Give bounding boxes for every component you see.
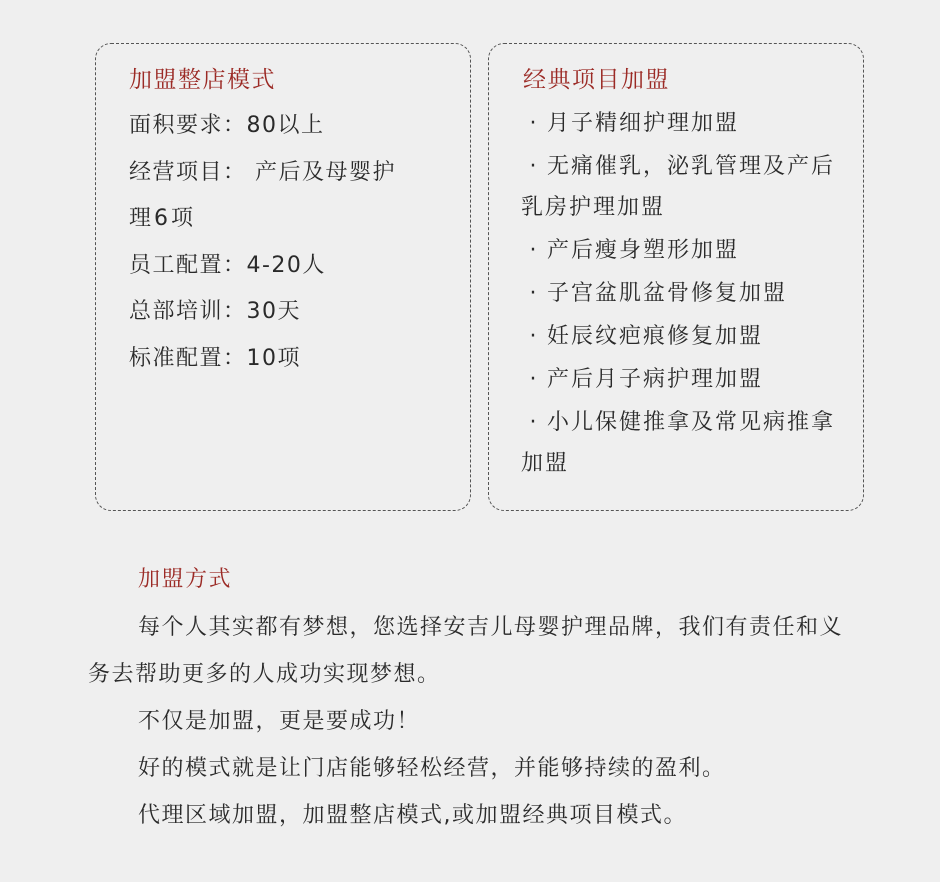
paragraph-options: 代理区域加盟，加盟整店模式,或加盟经典项目模式。 bbox=[138, 803, 687, 828]
bullet-icon: · bbox=[529, 324, 539, 349]
project-label: 子宫盆肌盆骨修复加盟 bbox=[547, 281, 788, 306]
franchise-spec-list bbox=[129, 103, 450, 382]
project-item bbox=[521, 146, 837, 228]
project-label: 妊辰纹疤痕修复加盟 bbox=[547, 324, 764, 349]
project-item bbox=[521, 316, 837, 357]
franchise-method-title: 加盟方式 bbox=[138, 567, 233, 592]
project-item bbox=[521, 273, 837, 314]
bullet-icon: · bbox=[529, 111, 539, 136]
franchise-store-box bbox=[95, 43, 471, 511]
project-label: 无痛催乳，泌乳管理及产后乳房护理加盟 bbox=[521, 154, 836, 220]
classic-projects-box bbox=[488, 43, 864, 511]
project-label: 小儿保健推拿及常见病推拿加盟 bbox=[521, 410, 836, 476]
spec-line-training: 总部培训：30天 bbox=[129, 299, 301, 324]
bullet-icon: · bbox=[529, 238, 539, 263]
paragraph-dream: 每个人其实都有梦想，您选择安吉儿母婴护理品牌，我们有责任和义务去帮助更多的人成功实现梦想。 bbox=[88, 615, 844, 687]
spec-line-projects-cont: 理6项 bbox=[129, 206, 196, 231]
bullet-icon: · bbox=[529, 410, 539, 435]
franchise-method-section bbox=[88, 561, 848, 839]
project-item bbox=[521, 103, 837, 144]
spec-line-projects: 经营项目： 产后及母婴护 bbox=[129, 159, 396, 185]
project-item bbox=[521, 402, 837, 484]
spec-line-standard: 标准配置：10项 bbox=[129, 345, 301, 371]
spec-line-staff: 员工配置：4-20人 bbox=[129, 252, 326, 278]
project-label: 月子精细护理加盟 bbox=[547, 111, 740, 136]
classic-projects-list bbox=[523, 103, 837, 484]
bullet-icon: · bbox=[529, 154, 539, 179]
classic-projects-title: 经典项目加盟 bbox=[523, 67, 670, 93]
project-item bbox=[521, 359, 837, 400]
bullet-icon: · bbox=[529, 281, 539, 306]
franchise-store-title: 加盟整店模式 bbox=[129, 67, 276, 93]
project-label: 产后月子病护理加盟 bbox=[547, 367, 764, 392]
paragraph-success: 不仅是加盟，更是要成功！ bbox=[138, 709, 421, 734]
bullet-icon: · bbox=[529, 367, 539, 392]
paragraph-model: 好的模式就是让门店能够轻松经营，并能够持续的盈利。 bbox=[138, 756, 726, 781]
project-label: 产后瘦身塑形加盟 bbox=[547, 238, 740, 263]
spec-line-area: 面积要求：80以上 bbox=[129, 113, 325, 138]
project-item bbox=[521, 230, 837, 271]
